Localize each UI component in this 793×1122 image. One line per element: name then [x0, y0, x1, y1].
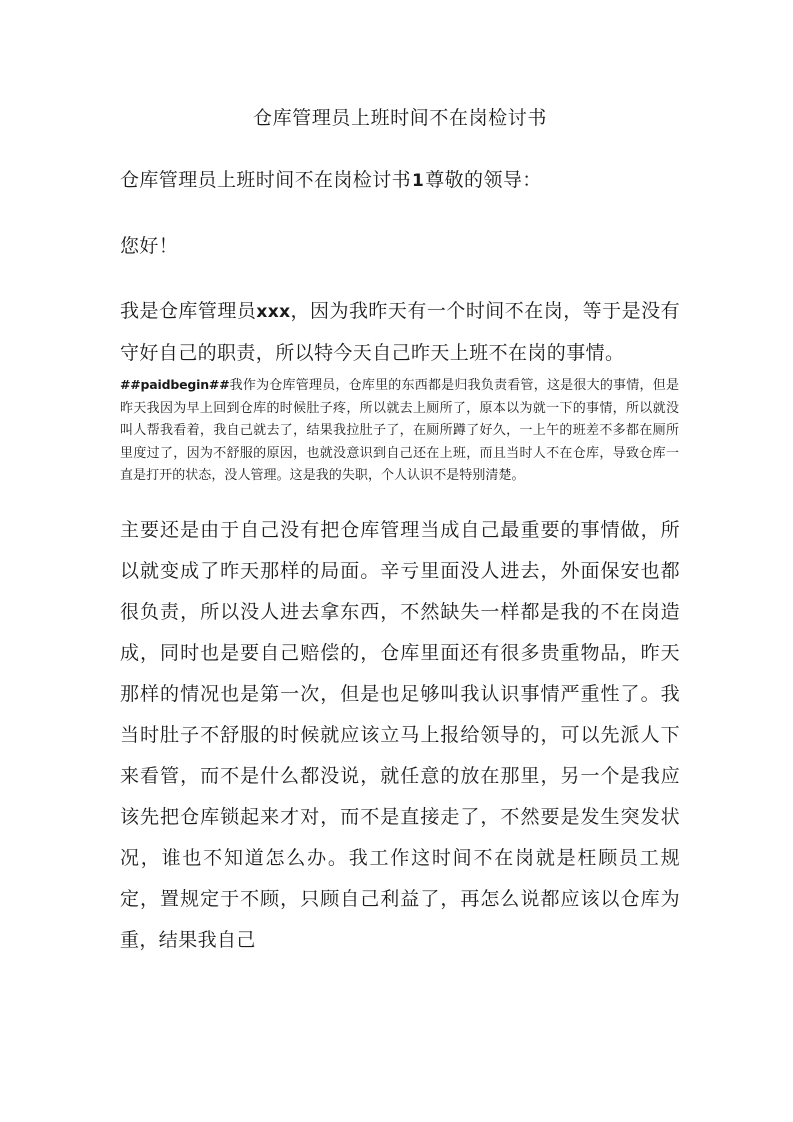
- intro-paragraph: [120, 291, 680, 374]
- intro-lead-text: 我是仓库管理员: [120, 300, 257, 322]
- paid-body-text: 我作为仓库管理员，仓库里的东西都是归我负责看管，这是很大的事情，但是昨天我因为早上回到仓库的时候肚子疼，所以就去上厕所了，原本以为就一下的事情，所以就没叫人帮我看着，我自己就去了，结果我拉肚子了，在厕所蹲了好久，一上午的班差不多都在厕所里度过了，因为不舒服的原因，也就没意识到自己还在上班，而且当时人不在仓库，导致仓库一直是打开的状态，没人管理。这是我的失职，个人认识不是特别清楚。: [120, 378, 679, 483]
- salutation-paragraph: [120, 160, 680, 202]
- greeting-paragraph: 您好！: [120, 235, 179, 257]
- author-name-placeholder: xxx: [256, 302, 291, 322]
- main-body-paragraph: 主要还是由于自己没有把仓库管理当成自己最重要的事情做，所以就变成了昨天那样的局面。辛亏里面没人进去，外面保安也都很负责，所以没人进去拿东西，不然缺失一样都是我的不在岗造成，同时也是要自己赔偿的，仓库里面还有很多贵重物品，昨天那样的情况也是第一次，但是也足够叫我认识事情严重性了。我当时肚子不舒服的时候就应该立马上报给领导的，可以先派人下来看管，而不是什么都没说，就任意的放在那里，另一个是我应该先把仓库锁起来才对，而不是直接走了，不然要是发生突发状况，谁也不知道怎么办。我工作这时间不在岗就是枉顾员工规定，置规定于不顾，只顾自己利益了，再怎么说都应该以仓库为重，结果我自己: [120, 518, 680, 951]
- page-title: 仓库管理员上班时间不在岗检讨书: [252, 107, 547, 129]
- salutation-number: 1: [412, 171, 425, 191]
- document-content: [120, 0, 680, 961]
- paidbegin-marker: ##paidbegin##: [120, 377, 230, 392]
- salutation-lead-text: 仓库管理员上班时间不在岗检讨书: [120, 169, 412, 191]
- intro-tail-text: ，因为我昨天有一个时间不在岗，等于是没有守好自己的职责，所以特今天自己昨天上班不在岗的事情。: [120, 300, 680, 364]
- salutation-tail-text: 尊敬的领导：: [425, 169, 542, 191]
- paid-content-paragraph: [120, 374, 679, 488]
